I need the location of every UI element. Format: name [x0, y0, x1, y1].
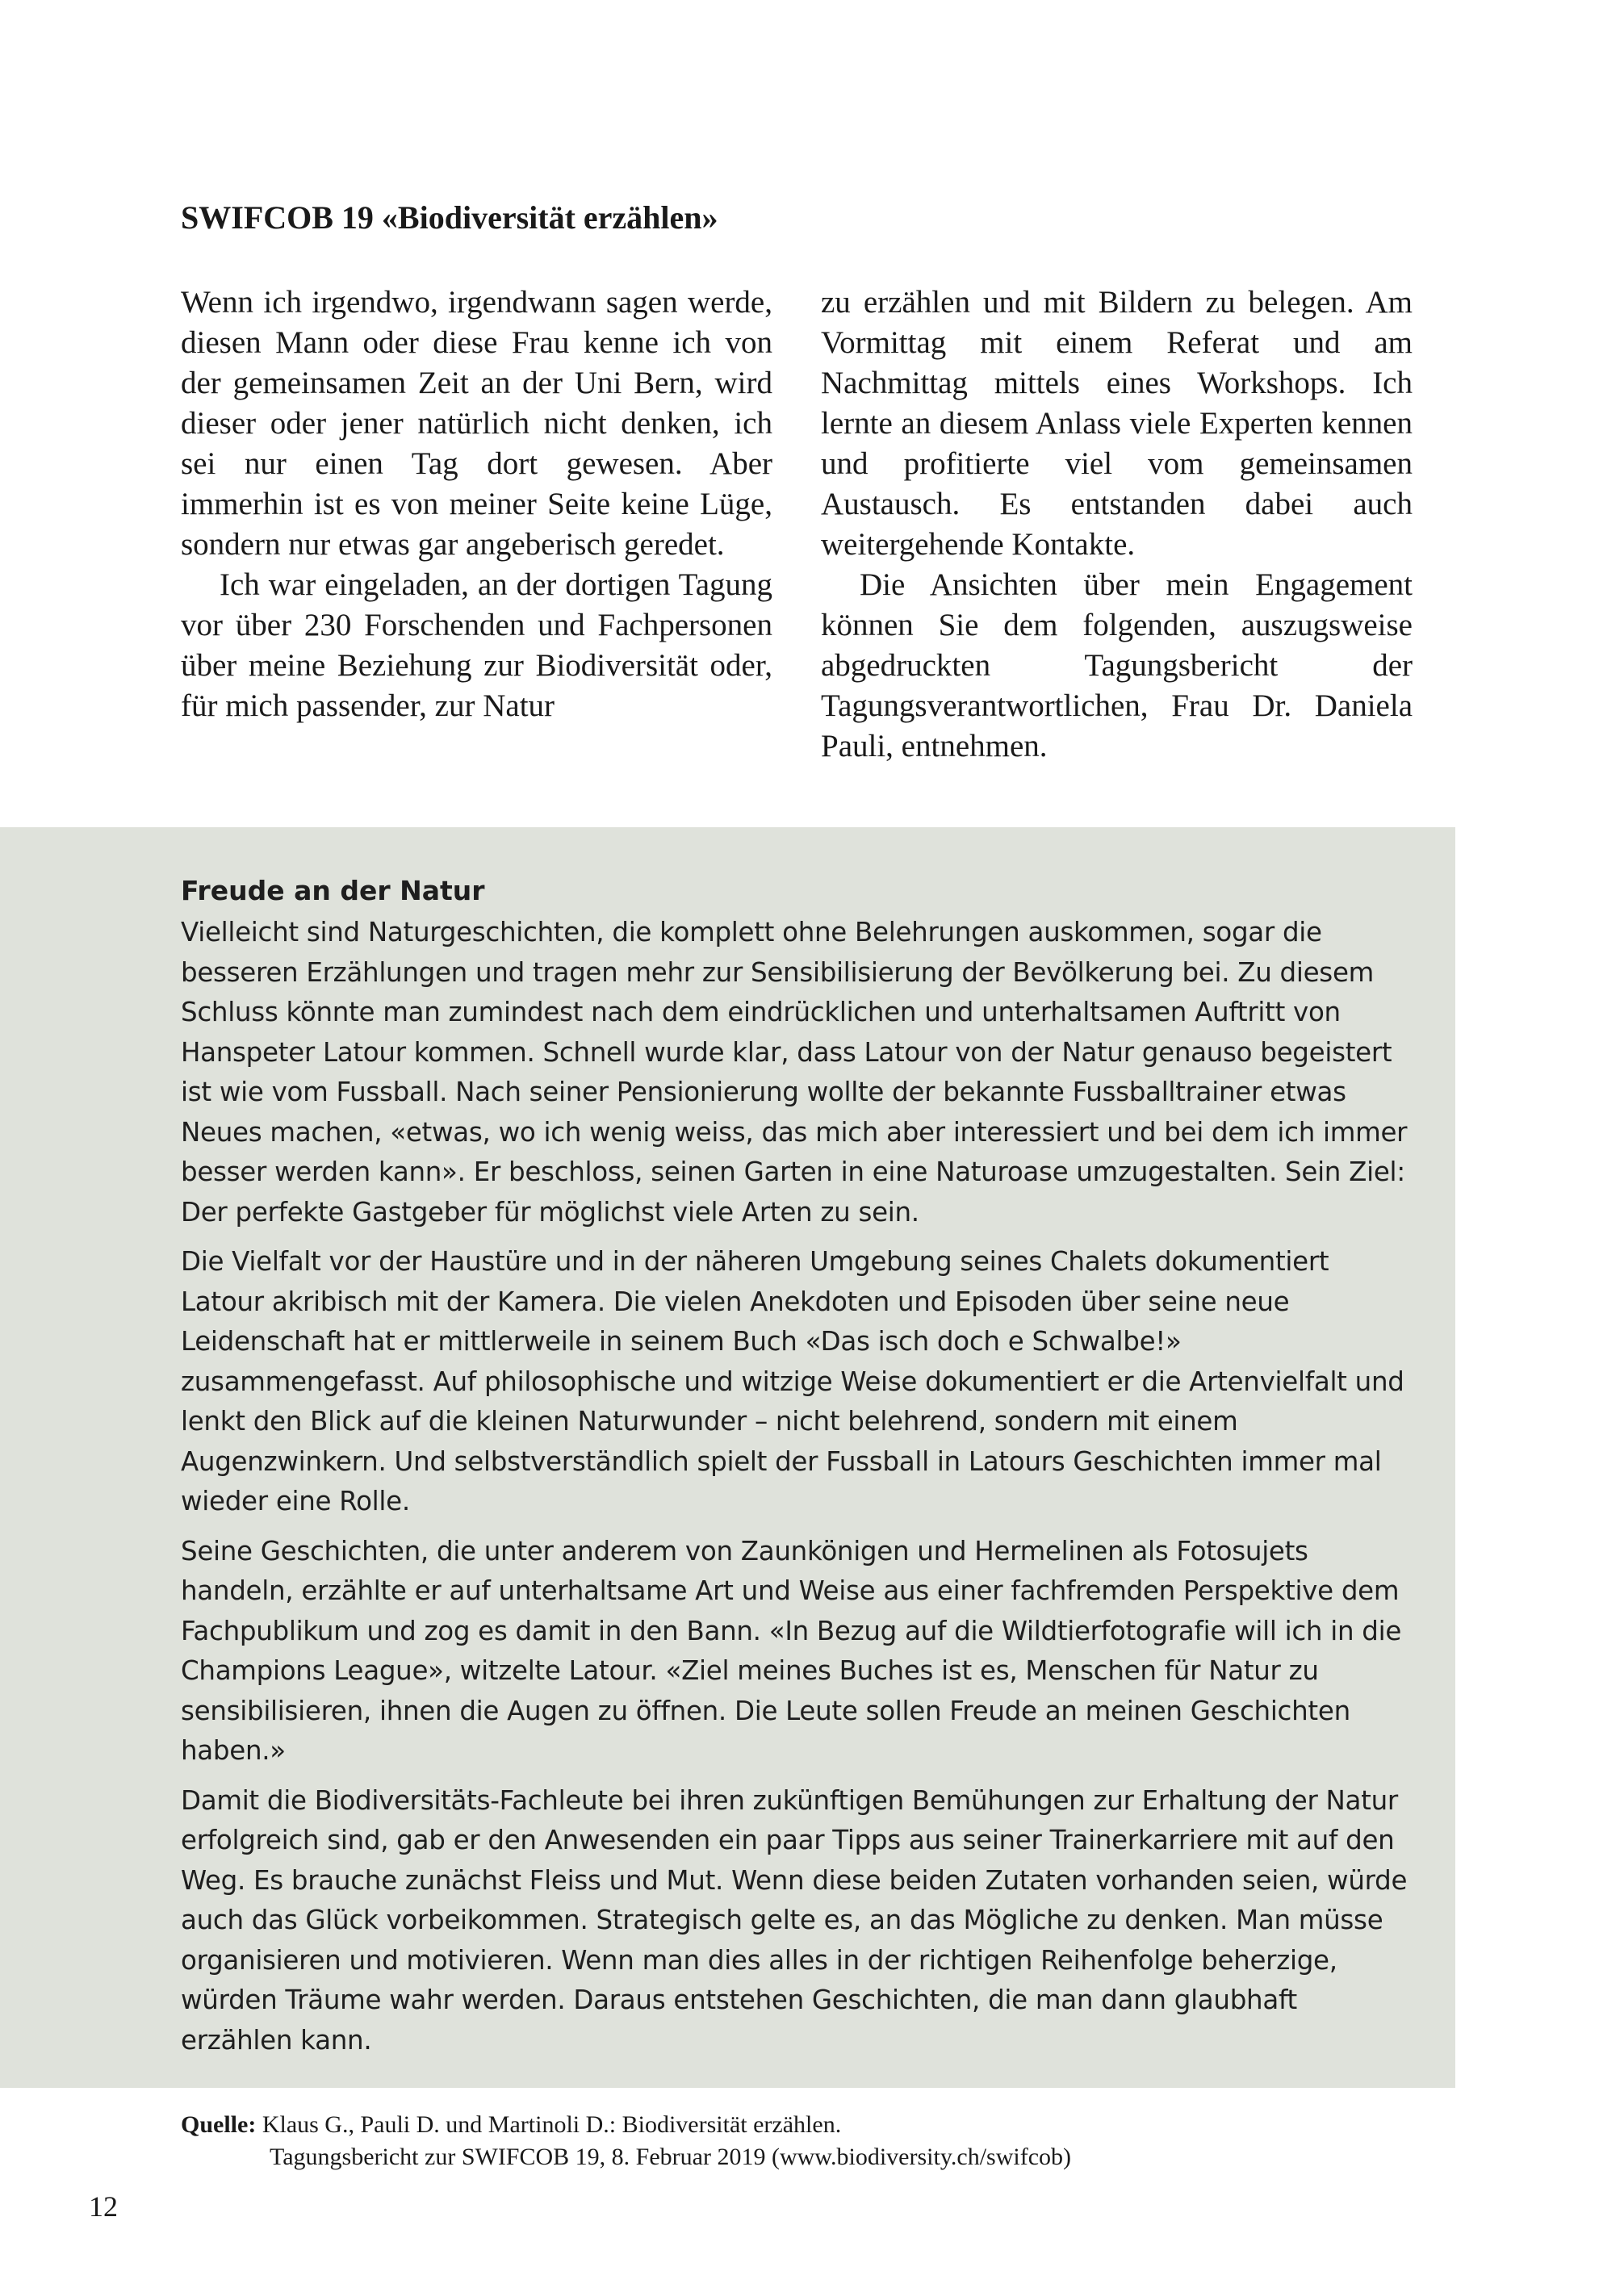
source-line-1: Klaus G., Pauli D. und Martinoli D.: Biodiversität erzählen.	[262, 2111, 842, 2138]
article-paragraph: Ich war eingeladen, an der dortigen Tagung vor über 230 Forschenden und Fachpersonen über meine Beziehung zur Biodiversität oder, für mich passender, zur Natur	[181, 567, 772, 723]
article-paragraph: Wenn ich irgendwo, irgendwann sagen werde, diesen Mann oder diese Frau kenne ich von der gemeinsamen Zeit an der Uni Bern, wird dieser oder jener natürlich nicht denken, ich sei nur einen Tag dort gewesen. Aber immerhin ist es von meiner Seite keine Lüge, sondern nur etwas gar angeberisch geredet.	[181, 285, 772, 562]
article-column-right	[821, 282, 1413, 767]
article-paragraph: zu erzählen und mit Bildern zu belegen. Am Vormittag mit einem Referat und am Nachmittag mittels eines Workshops. Ich lernte an diesem Anlass viele Experten kennen und profitierte viel vom gemeinsamen Austausch. Es entstanden dabei auch weitergehende Kontakte.	[821, 285, 1413, 562]
quote-box-paragraph: Die Vielfalt vor der Haustüre und in der näheren Umgebung seines Chalets dokumentiert Latour akribisch mit der Kamera. Die vielen Anekdoten und Episoden über seine neue Leidenschaft hat er mittlerweile in seinem Buch «Das isch doch e Schwalbe!» zusammengefasst. Auf philosophische und witzige Weise dokumentiert er die Artenvielfalt und lenkt den Blick auf die kleinen Naturwunder – nicht belehrend, sondern mit einem Augenzwinkern. Und selbstverständlich spielt der Fussball in Latours Geschichten immer mal wieder eine Rolle.	[181, 1246, 1404, 1516]
quote-box-paragraph: Vielleicht sind Naturgeschichten, die komplett ohne Belehrungen auskommen, sogar die besseren Erzählungen und tragen mehr zur Sensibilisierung der Bevölkerung bei. Zu diesem Schluss könnte man zumindest nach dem eindrücklichen und unterhaltsamen Auftritt von Hanspeter Latour kommen. Schnell wurde klar, dass Latour von der Natur genauso begeistert ist wie vom Fussball. Nach seiner Pensionierung wollte der bekannte Fussballtrainer etwas Neues machen, «etwas, wo ich wenig weiss, das mich aber interessiert und bei dem ich immer besser werden kann». Er beschloss, seinen Garten in eine Naturoase umzugestalten. Sein Ziel: Der perfekte Gastgeber für möglichst viele Arten zu sein.	[181, 917, 1408, 1228]
article-column-left	[181, 282, 772, 726]
quote-box	[0, 827, 1455, 2088]
quote-box-content	[181, 871, 1411, 2070]
source-line-2: Tagungsbericht zur SWIFCOB 19, 8. Februar 2019 (www.biodiversity.ch/swifcob)	[270, 2144, 1072, 2170]
quote-box-paragraph: Damit die Biodiversitäts-Fachleute bei ihren zukünftigen Bemühungen zur Erhaltung der Natur erfolgreich sind, gab er den Anwesenden ein paar Tipps aus seiner Trainerkarriere mit auf den Weg. Es brauche zunächst Fleiss und Mut. Wenn diese beiden Zutaten vorhanden seien, würde auch das Glück vorbeikommen. Strategisch gelte es, an das Mögliche zu denken. Man müsse organisieren und motivieren. Wenn man dies alles in der richtigen Reihenfolge beherzige, würden Träume wahr werden. Daraus entstehen Geschichten, die man dann glaubhaft erzählen kann.	[181, 1784, 1408, 2056]
article-paragraph: Die Ansichten über mein Engagement können Sie dem folgenden, auszugsweise abgedruckten Tagungsbericht der Tagungsverantwortlichen, Frau Dr. Daniela Pauli, entnehmen.	[821, 567, 1413, 763]
quote-box-paragraph: Seine Geschichten, die unter anderem von Zaunkönigen und Hermelinen als Fotosujets handeln, erzählte er auf unterhaltsame Art und Weise aus einer fachfremden Perspektive dem Fachpublikum und zog es damit in den Bann. «In Bezug auf die Wildtierfotografie will ich in die Champions League», witzelte Latour. «Ziel meines Buches ist es, Menschen für Natur zu sensibilisieren, ihnen die Augen zu öffnen. Die Leute sollen Freude an meinen Geschichten haben.»	[181, 1535, 1402, 1766]
article-heading: SWIFCOB 19 «Biodiversität erzählen»	[181, 199, 718, 236]
page-number: 12	[89, 2190, 118, 2223]
source-label: Quelle:	[181, 2111, 257, 2138]
source-citation	[181, 2109, 1392, 2173]
quote-box-title: Freude an der Natur	[181, 875, 485, 906]
